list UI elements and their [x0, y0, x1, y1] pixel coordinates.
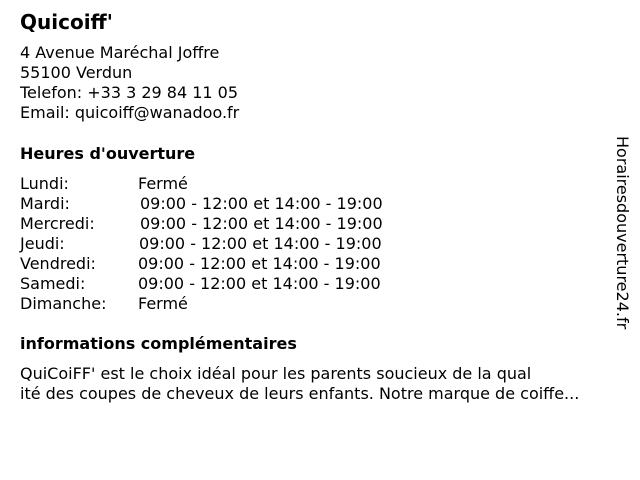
hours-day-label: Dimanche: [20, 294, 107, 313]
address-street: 4 Avenue Maréchal Joffre [20, 43, 220, 62]
description-line: QuiCoiFF' est le choix idéal pour les parents soucieux de la qual [20, 364, 532, 383]
additional-info-heading: informations complémentaires [20, 334, 297, 353]
hours-time-value: Fermé [138, 294, 188, 313]
phone-number[interactable]: Telefon: +33 3 29 84 11 05 [20, 83, 239, 102]
hours-day-label: Lundi: [20, 174, 69, 193]
description-line: ité des coupes de cheveux de leurs enfants. Notre marque de coiffe... [20, 384, 580, 403]
hours-day-label: Samedi: [20, 274, 86, 293]
business-description [20, 364, 620, 404]
hours-time-value: 09:00 - 12:00 et 14:00 - 19:00 [140, 194, 383, 213]
hours-time-value: Fermé [138, 174, 188, 193]
hours-time-value: 09:00 - 12:00 et 14:00 - 19:00 [139, 234, 382, 253]
hours-day-label: Jeudi: [20, 234, 65, 253]
hours-day-label: Vendredi: [20, 254, 96, 273]
site-watermark: Horairesdouverture24.fr [613, 136, 632, 330]
hours-time-value: 09:00 - 12:00 et 14:00 - 19:00 [138, 274, 381, 293]
hours-day-label: Mardi: [20, 194, 70, 213]
contact-block [20, 43, 239, 123]
hours-time-value: 09:00 - 12:00 et 14:00 - 19:00 [138, 254, 381, 273]
hours-day-label: Mercredi: [20, 214, 95, 233]
email-address[interactable]: Email: quicoiff@wanadoo.fr [20, 103, 240, 122]
opening-hours-heading: Heures d'ouverture [20, 144, 196, 163]
business-name: Quicoiff' [20, 10, 113, 34]
address-city: 55100 Verdun [20, 63, 133, 82]
hours-time-value: 09:00 - 12:00 et 14:00 - 19:00 [140, 214, 383, 233]
